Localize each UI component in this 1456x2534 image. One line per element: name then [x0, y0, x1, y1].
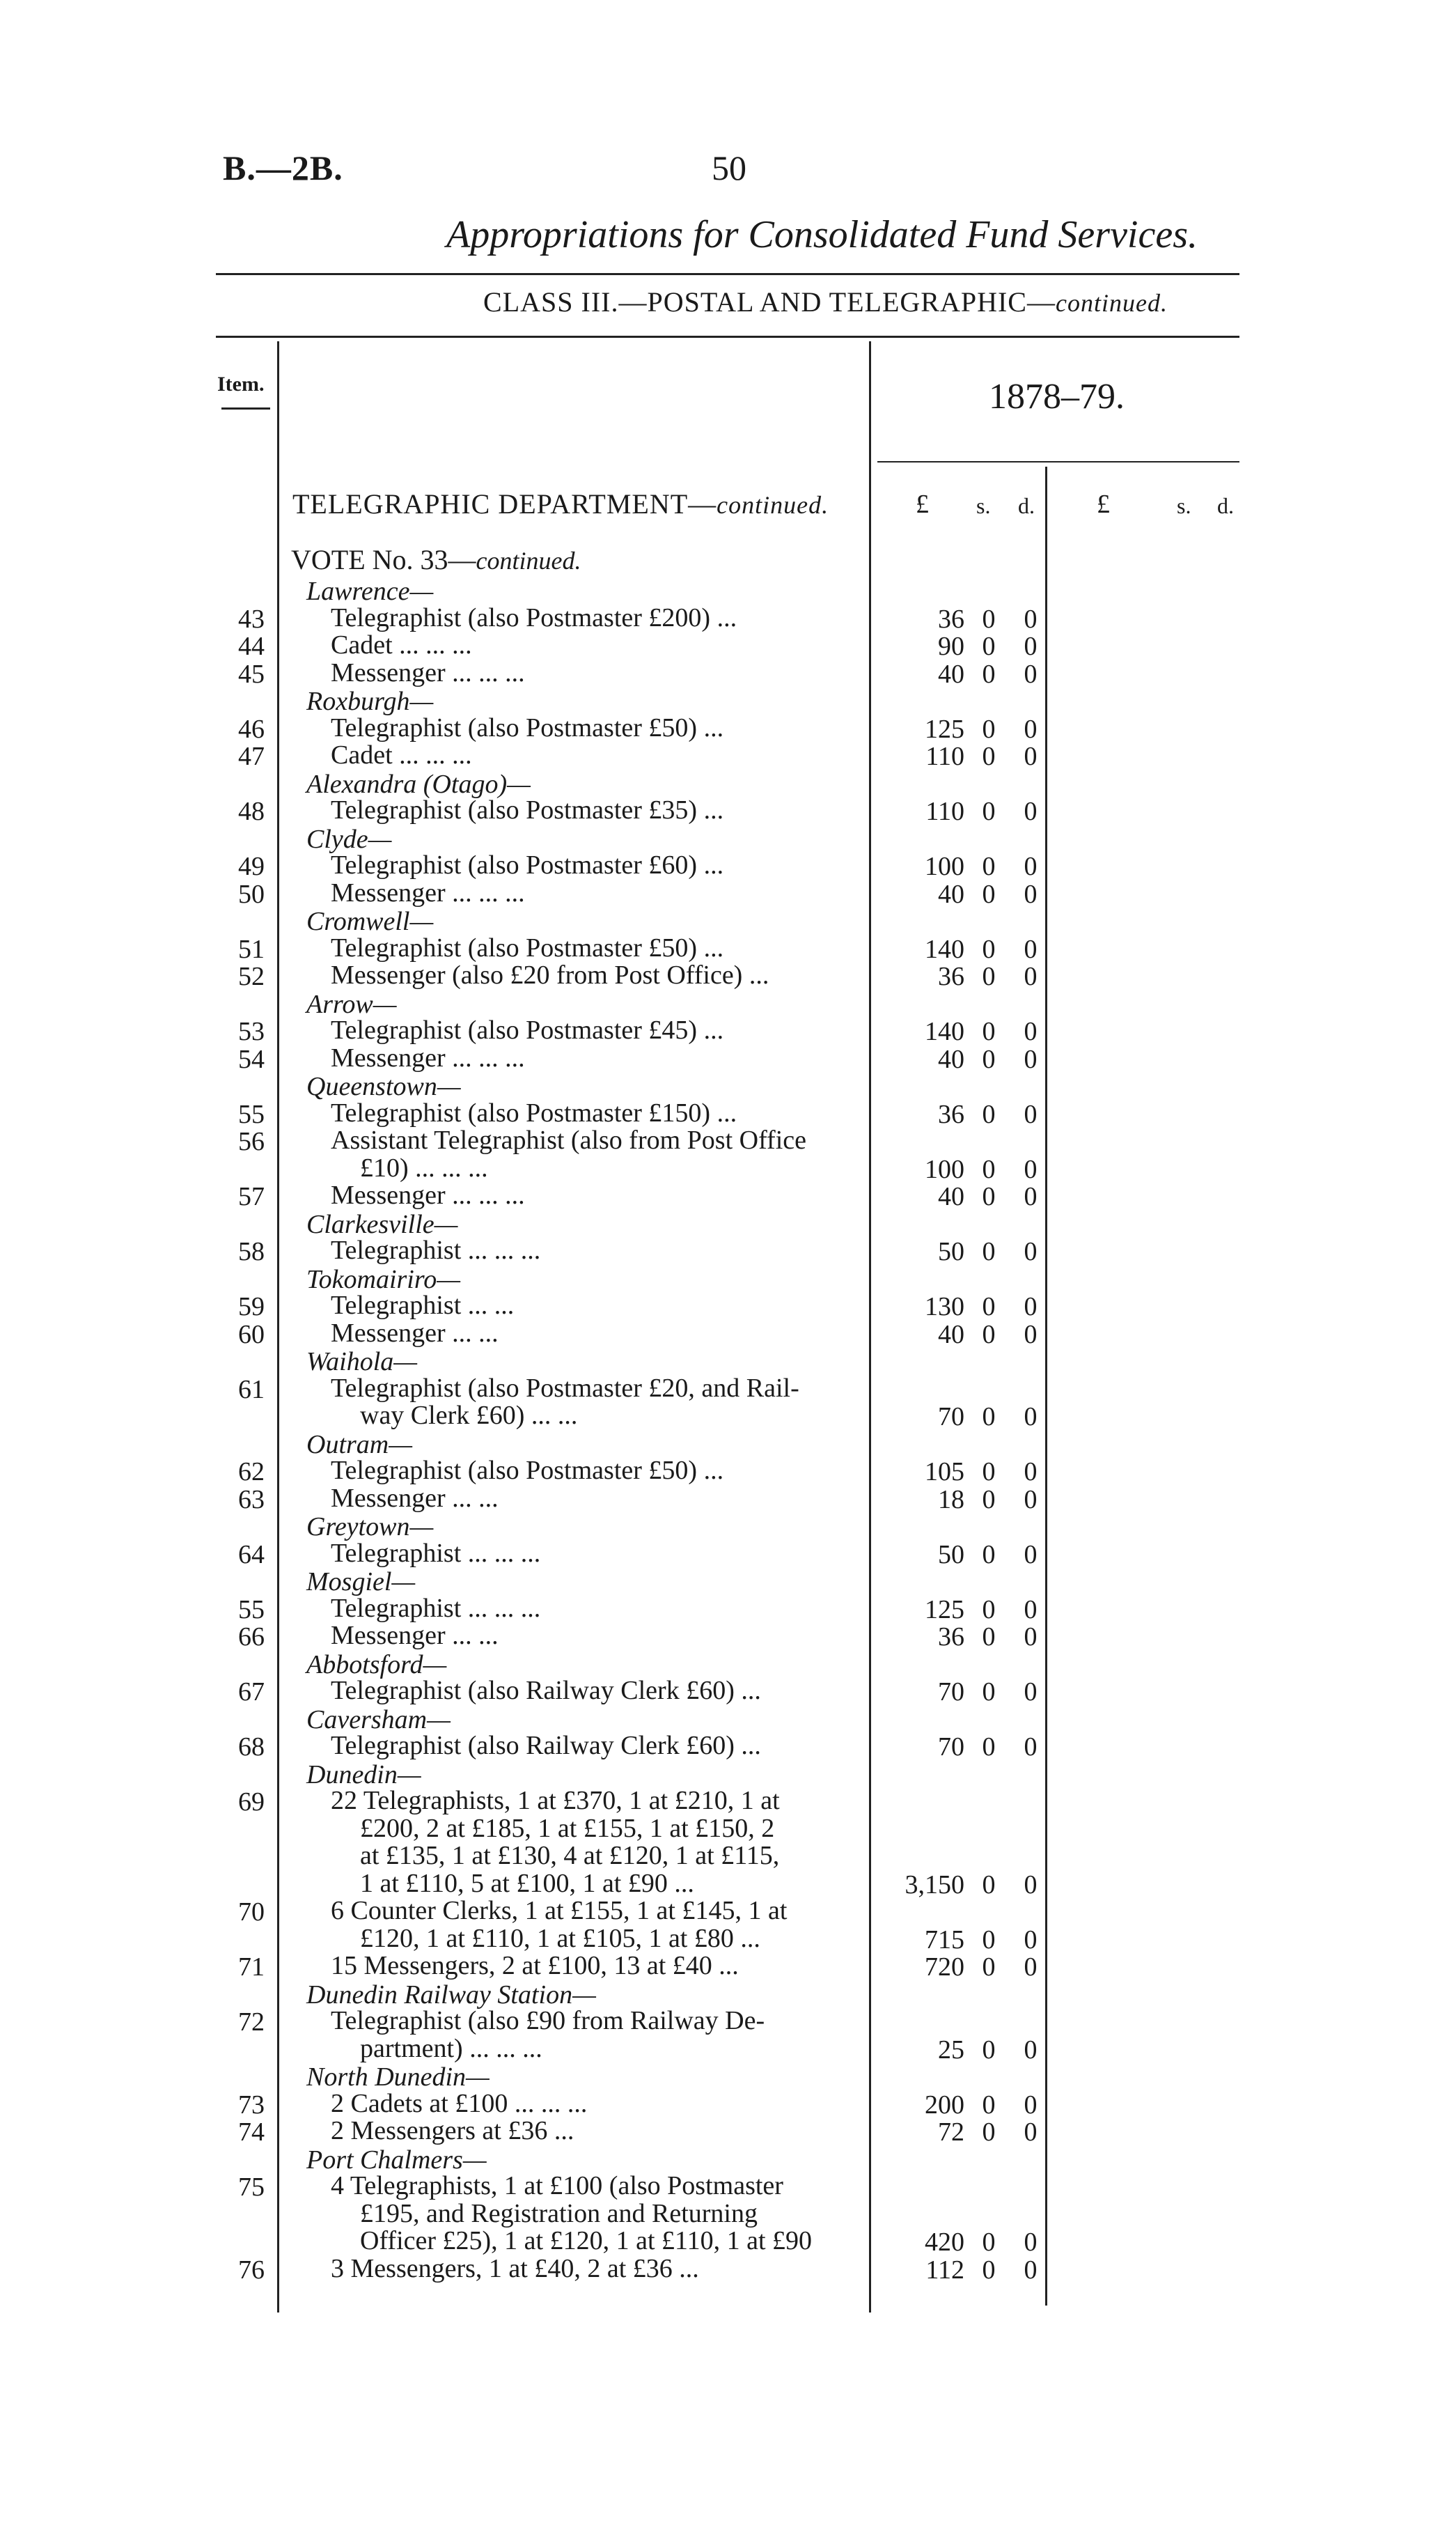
item-number: 74: [238, 2117, 265, 2147]
col-head-shillings: s.: [976, 493, 991, 518]
amount-pounds: 18: [938, 1484, 964, 1514]
location-heading: Greytown—: [306, 1512, 434, 1541]
amount-pounds: 140: [925, 1017, 964, 1046]
item-description: Telegraphist (also Postmaster £50) ...: [331, 1456, 724, 1485]
col-head-pence: d.: [1018, 493, 1035, 518]
item-number: 68: [238, 1732, 265, 1762]
item-description: Telegraphist ... ... ...: [331, 1593, 541, 1623]
vote-number: VOTE No. 33—: [291, 544, 476, 575]
amount-pence: 0: [1024, 1237, 1038, 1266]
amount-pounds: 70: [938, 1677, 964, 1707]
amount-pence: 0: [1024, 1952, 1038, 1982]
amount-pounds: 140: [925, 934, 964, 964]
amount-shillings: 0: [982, 1539, 996, 1569]
amount-shillings: 0: [982, 962, 996, 991]
amount-pence: 0: [1024, 962, 1038, 991]
amount-pounds: 36: [938, 604, 964, 634]
amount-shillings: 0: [982, 1402, 996, 1431]
item-description: Telegraphist (also Railway Clerk £60) ...: [331, 1731, 761, 1760]
item-description: Cadet ... ... ...: [331, 630, 472, 660]
amount-shillings: 0: [982, 1017, 996, 1046]
item-number: 73: [238, 2090, 265, 2120]
item-description: Assistant Telegraphist (also from Post Office: [331, 1126, 806, 1155]
item-number: 52: [238, 962, 265, 991]
amount-pounds: 90: [938, 632, 964, 661]
item-description: Cadet ... ... ...: [331, 740, 472, 770]
amount-pence: 0: [1024, 2255, 1038, 2285]
amount-shillings: 0: [982, 2090, 996, 2120]
item-description-continued: way Clerk £60) ... ...: [360, 1401, 578, 1430]
item-number: 48: [238, 797, 265, 826]
amount-pounds: 40: [938, 879, 964, 909]
item-number: 43: [238, 604, 265, 634]
item-number: 75: [238, 2172, 265, 2202]
location-heading: Arrow—: [306, 989, 397, 1019]
location-heading: Clyde—: [306, 824, 392, 854]
item-description-continued: £200, 2 at £185, 1 at £155, 1 at £150, 2: [360, 1813, 775, 1843]
amount-pounds: 36: [938, 962, 964, 991]
item-number: 66: [238, 1622, 265, 1651]
location-heading: Port Chalmers—: [306, 2145, 487, 2175]
amount-pounds: 40: [938, 1044, 964, 1074]
vote-heading: [291, 543, 581, 576]
amount-pence: 0: [1024, 659, 1038, 689]
item-number: 62: [238, 1457, 265, 1486]
amount-pounds: 50: [938, 1237, 964, 1266]
amount-pounds: 25: [938, 2035, 964, 2065]
item-description-continued: partment) ... ... ...: [360, 2033, 542, 2063]
item-description: Messenger ... ... ...: [331, 658, 525, 687]
location-heading: Roxburgh—: [306, 687, 434, 716]
amount-shillings: 0: [982, 1099, 996, 1129]
item-description-continued: Officer £25), 1 at £120, 1 at £110, 1 at £90: [360, 2226, 813, 2255]
department-heading: [292, 488, 829, 520]
amount-shillings: 0: [982, 2255, 996, 2285]
amount-pence: 0: [1024, 1539, 1038, 1569]
amount-pence: 0: [1024, 1292, 1038, 1321]
amount-shillings: 0: [982, 632, 996, 661]
amount-shillings: 0: [982, 1154, 996, 1184]
class-title-main: CLASS III.—POSTAL AND TELEGRAPHIC—: [483, 286, 1056, 318]
amount-pence: 0: [1024, 797, 1038, 826]
amount-pence: 0: [1024, 1182, 1038, 1211]
col-head-shillings-2: s.: [1177, 493, 1191, 518]
amount-pounds: 36: [938, 1099, 964, 1129]
location-heading: Cromwell—: [306, 907, 434, 936]
item-description-continued: £120, 1 at £110, 1 at £105, 1 at £80 ...: [360, 1923, 760, 1953]
item-description-continued: at £135, 1 at £130, 4 at £120, 1 at £115,: [360, 1841, 780, 1870]
item-description: Telegraphist (also Postmaster £150) ...: [331, 1098, 737, 1128]
amount-pence: 0: [1024, 852, 1038, 881]
amount-shillings: 0: [982, 1044, 996, 1074]
item-number: 50: [238, 879, 265, 909]
item-description: Telegraphist (also Postmaster £60) ...: [331, 850, 724, 880]
location-heading: Outram—: [306, 1429, 413, 1459]
item-description-continued: £195, and Registration and Returning: [360, 2198, 758, 2228]
amount-shillings: 0: [982, 797, 996, 826]
amount-pounds: 125: [925, 714, 964, 744]
item-description: Telegraphist (also Postmaster £200) ...: [331, 603, 737, 632]
amount-pence: 0: [1024, 1870, 1038, 1899]
item-description: Telegraphist (also £90 from Railway De-: [331, 2006, 765, 2035]
amount-shillings: 0: [982, 1237, 996, 1266]
location-heading: Tokomairiro—: [306, 1264, 461, 1294]
item-number: 49: [238, 852, 265, 881]
item-number: 56: [238, 1127, 265, 1156]
item-description: Messenger ... ...: [331, 1621, 499, 1650]
location-heading: Waihola—: [306, 1347, 418, 1376]
amount-shillings: 0: [982, 1484, 996, 1514]
item-number: 46: [238, 714, 265, 744]
amount-shillings: 0: [982, 1292, 996, 1321]
location-heading: Clarkesville—: [306, 1209, 458, 1239]
amount-shillings: 0: [982, 742, 996, 771]
amount-pounds: 420: [925, 2228, 964, 2257]
item-number: 63: [238, 1484, 265, 1514]
class-title: [0, 286, 1456, 318]
item-column-label: Item.: [217, 373, 265, 396]
item-description: Telegraphist (also Postmaster £35) ...: [331, 795, 724, 825]
item-number: 45: [238, 659, 265, 689]
class-title-continued: continued.: [1055, 289, 1168, 317]
item-label-underline: [221, 407, 270, 410]
item-description: 2 Cadets at £100 ... ... ...: [331, 2088, 588, 2118]
department-continued: continued.: [717, 491, 829, 519]
amount-shillings: 0: [982, 1457, 996, 1486]
amount-pounds: 720: [925, 1952, 964, 1982]
amount-shillings: 0: [982, 1594, 996, 1624]
amount-shillings: 0: [982, 2035, 996, 2065]
item-description-continued: 1 at £110, 5 at £100, 1 at £90 ...: [360, 1868, 694, 1898]
department-name: TELEGRAPHIC DEPARTMENT—: [292, 488, 717, 520]
amount-pence: 0: [1024, 632, 1038, 661]
amount-pence: 0: [1024, 2090, 1038, 2120]
item-number: 54: [238, 1044, 265, 1074]
amount-pounds: 40: [938, 1319, 964, 1349]
amount-pence: 0: [1024, 1484, 1038, 1514]
amount-column-rule: [1045, 467, 1047, 2306]
amount-pounds: 50: [938, 1539, 964, 1569]
amount-pence: 0: [1024, 1044, 1038, 1074]
amount-pence: 0: [1024, 1925, 1038, 1954]
amount-pence: 0: [1024, 1732, 1038, 1762]
location-heading: Dunedin—: [306, 1759, 421, 1789]
item-description: 3 Messengers, 1 at £40, 2 at £36 ...: [331, 2253, 699, 2283]
amount-shillings: 0: [982, 714, 996, 744]
amount-shillings: 0: [982, 1732, 996, 1762]
item-number: 67: [238, 1677, 265, 1707]
item-description: Messenger ... ... ...: [331, 1181, 525, 1210]
item-description: Telegraphist ... ... ...: [331, 1236, 541, 1265]
amount-pounds: 100: [925, 1154, 964, 1184]
amount-pounds: 70: [938, 1402, 964, 1431]
item-number: 51: [238, 934, 265, 964]
item-description: 6 Counter Clerks, 1 at £155, 1 at £145, 1 at: [331, 1896, 788, 1925]
location-heading: North Dunedin—: [306, 2062, 490, 2092]
item-description: Telegraphist ... ...: [331, 1291, 515, 1320]
page-number: 50: [712, 148, 746, 187]
amount-pence: 0: [1024, 1594, 1038, 1624]
item-description: Telegraphist (also Railway Clerk £60) ...: [331, 1676, 761, 1705]
location-heading: Queenstown—: [306, 1072, 461, 1101]
item-description: Messenger ... ...: [331, 1318, 499, 1348]
item-description: Telegraphist (also Postmaster £50) ...: [331, 713, 724, 743]
item-number: 58: [238, 1237, 265, 1266]
item-number: 70: [238, 1897, 265, 1927]
amount-pounds: 100: [925, 852, 964, 881]
item-number: 76: [238, 2255, 265, 2285]
item-number: 59: [238, 1292, 265, 1321]
amount-pounds: 105: [925, 1457, 964, 1486]
item-number: 71: [238, 1952, 265, 1982]
amount-pounds: 40: [938, 659, 964, 689]
item-description: Telegraphist ... ... ...: [331, 1538, 541, 1568]
fiscal-year: 1878–79.: [989, 377, 1125, 417]
amount-shillings: 0: [982, 1622, 996, 1651]
item-column-rule: [277, 341, 279, 2313]
item-description: Telegraphist (also Postmaster £20, and Rail-: [331, 1373, 799, 1403]
amount-pounds: 200: [925, 2090, 964, 2120]
year-underline: [877, 461, 1239, 463]
amount-shillings: 0: [982, 879, 996, 909]
amount-pounds: 110: [925, 742, 964, 771]
amount-pounds: 125: [925, 1594, 964, 1624]
amount-shillings: 0: [982, 659, 996, 689]
document-reference: B.—2B.: [223, 148, 343, 187]
amount-pence: 0: [1024, 1319, 1038, 1349]
amount-pence: 0: [1024, 1457, 1038, 1486]
item-number: 55: [238, 1594, 265, 1624]
amount-pence: 0: [1024, 2035, 1038, 2065]
item-description: 22 Telegraphists, 1 at £370, 1 at £210, 1 at: [331, 1786, 780, 1815]
item-description: 4 Telegraphists, 1 at £100 (also Postmaster: [331, 2171, 783, 2200]
item-description: Messenger ... ... ...: [331, 878, 525, 908]
amount-shillings: 0: [982, 604, 996, 634]
amount-pence: 0: [1024, 604, 1038, 634]
item-description: Telegraphist (also Postmaster £45) ...: [331, 1016, 724, 1045]
amount-shillings: 0: [982, 934, 996, 964]
amount-pence: 0: [1024, 1099, 1038, 1129]
description-column-rule: [869, 341, 871, 2313]
amount-shillings: 0: [982, 1182, 996, 1211]
amount-pounds: 40: [938, 1182, 964, 1211]
amount-pence: 0: [1024, 1622, 1038, 1651]
location-heading: Lawrence—: [306, 577, 434, 606]
item-number: 60: [238, 1319, 265, 1349]
vote-continued: continued.: [476, 547, 581, 575]
location-heading: Mosgiel—: [306, 1567, 416, 1596]
page-title: Appropriations for Consolidated Fund Services.: [446, 213, 1198, 256]
location-heading: Abbotsford—: [306, 1649, 447, 1679]
amount-pence: 0: [1024, 1017, 1038, 1046]
amount-pounds: 70: [938, 1732, 964, 1762]
item-description: 2 Messengers at £36 ...: [331, 2116, 574, 2145]
item-number: 55: [238, 1099, 265, 1129]
amount-shillings: 0: [982, 1677, 996, 1707]
title-rule: [216, 273, 1239, 275]
amount-pence: 0: [1024, 742, 1038, 771]
amount-shillings: 0: [982, 1319, 996, 1349]
amount-pence: 0: [1024, 2117, 1038, 2147]
amount-shillings: 0: [982, 2228, 996, 2257]
amount-pounds: 36: [938, 1622, 964, 1651]
item-description: Telegraphist (also Postmaster £50) ...: [331, 933, 724, 963]
item-description: Messenger ... ...: [331, 1483, 499, 1513]
col-head-pounds: £: [916, 490, 929, 519]
amount-pence: 0: [1024, 1402, 1038, 1431]
amount-pounds: 110: [925, 797, 964, 826]
item-description: Messenger (also £20 from Post Office) ...: [331, 961, 769, 990]
amount-pounds: 3,150: [905, 1870, 964, 1899]
amount-pence: 0: [1024, 2228, 1038, 2257]
item-description: Messenger ... ... ...: [331, 1043, 525, 1073]
item-number: 53: [238, 1017, 265, 1046]
col-head-pounds-2: £: [1097, 490, 1110, 519]
item-description: 15 Messengers, 2 at £100, 13 at £40 ...: [331, 1951, 739, 1980]
amount-pence: 0: [1024, 714, 1038, 744]
location-heading: Dunedin Railway Station—: [306, 1980, 596, 2010]
amount-pence: 0: [1024, 879, 1038, 909]
amount-pounds: 112: [925, 2255, 964, 2285]
header-top-rule: [216, 336, 1239, 338]
item-number: 69: [238, 1787, 265, 1817]
col-head-pence-2: d.: [1217, 493, 1234, 518]
amount-shillings: 0: [982, 852, 996, 881]
item-number: 64: [238, 1539, 265, 1569]
item-description-continued: £10) ... ... ...: [360, 1153, 488, 1183]
item-number: 47: [238, 742, 265, 771]
location-heading: Alexandra (Otago)—: [306, 769, 531, 799]
amount-pence: 0: [1024, 1154, 1038, 1184]
amount-shillings: 0: [982, 1870, 996, 1899]
amount-shillings: 0: [982, 1925, 996, 1954]
amount-pounds: 72: [938, 2117, 964, 2147]
location-heading: Caversham—: [306, 1704, 451, 1734]
amount-shillings: 0: [982, 2117, 996, 2147]
amount-shillings: 0: [982, 1952, 996, 1982]
amount-pence: 0: [1024, 934, 1038, 964]
item-number: 57: [238, 1182, 265, 1211]
amount-pounds: 130: [925, 1292, 964, 1321]
item-number: 44: [238, 632, 265, 661]
amount-pounds: 715: [925, 1925, 964, 1954]
item-number: 72: [238, 2007, 265, 2037]
item-number: 61: [238, 1374, 265, 1404]
amount-pence: 0: [1024, 1677, 1038, 1707]
